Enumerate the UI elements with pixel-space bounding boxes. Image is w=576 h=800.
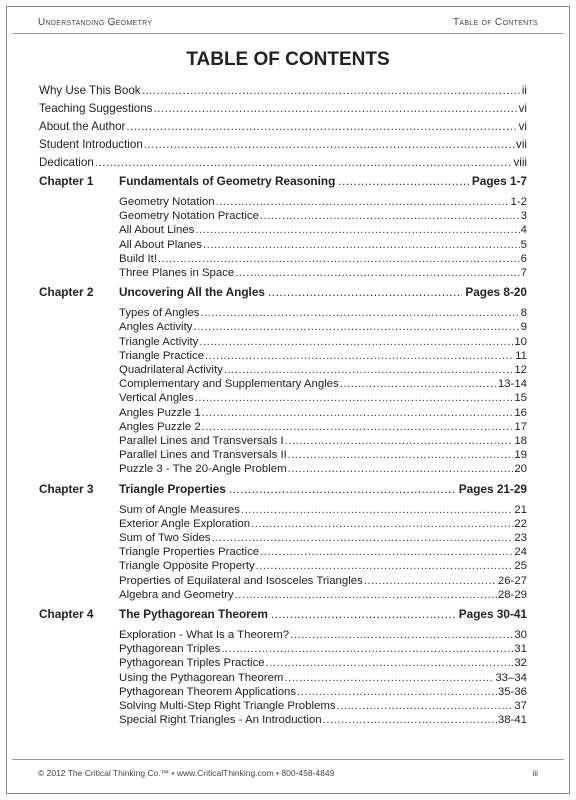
toc-entry-page: 5 (520, 238, 527, 251)
footer-copyright: © 2012 The Critical Thinking Co.™ • www.CriticalThinking.com • 800-458-4849 (38, 768, 335, 778)
toc-entry-page: 21 (514, 503, 527, 516)
toc-entry-page: 28-29 (497, 588, 527, 601)
toc-entry-title: Angles Activity (119, 321, 193, 334)
toc-entry-page: 31 (514, 643, 527, 656)
toc-entry-page: 13-14 (497, 378, 527, 391)
dot-leader (260, 545, 513, 559)
toc-entry (39, 82, 527, 100)
toc-entry-title: Using the Pythagorean Theorem (119, 671, 284, 684)
toc-entry-title: Build It! (119, 252, 157, 265)
chapter-pages: Pages 21-29 (458, 481, 527, 496)
toc-entry-page: 33–34 (495, 671, 527, 684)
dot-leader (323, 713, 497, 727)
toc-entry-title: Triangle Practice (119, 349, 205, 362)
dot-leader (256, 559, 514, 573)
chapter-number: Chapter 1 (39, 174, 94, 188)
chapter-number: Chapter 2 (39, 285, 94, 300)
page-title: TABLE OF CONTENTS (186, 49, 390, 70)
dot-leader (229, 480, 456, 498)
toc-entry-title: Types of Angles (119, 307, 200, 320)
toc-entry-title: Exterior Angle Exploration (119, 517, 251, 530)
toc-entry (119, 391, 527, 405)
toc-entry-title: Algebra and Geometry (119, 588, 234, 601)
dot-leader (144, 136, 515, 154)
chapter-title: The Pythagorean Theorem (119, 607, 268, 622)
chapter-heading (39, 605, 527, 623)
toc-entry-title: Puzzle 3 - The 20-Angle Problem (119, 463, 287, 476)
dot-leader (364, 574, 497, 588)
toc-entry (119, 448, 527, 462)
toc-entry (119, 420, 527, 434)
toc-entry-title: Pythagorean Theorem Applications (119, 685, 297, 698)
toc-entry-page: viii (513, 156, 527, 169)
toc-entry-title: Parallel Lines and Transversals I (119, 435, 284, 448)
toc-entry (119, 517, 527, 531)
toc-entry (119, 713, 527, 727)
dot-leader (337, 699, 514, 713)
toc-entry-title: Quadrilateral Activity (119, 364, 223, 377)
chapter-section-list (119, 628, 527, 727)
dot-leader (297, 685, 497, 699)
toc-entry (119, 406, 527, 420)
toc-entry (119, 503, 527, 517)
toc-entry (39, 136, 527, 154)
toc-entry (39, 154, 527, 172)
dot-leader (158, 252, 520, 266)
toc-entry-page: 15 (514, 392, 527, 405)
toc-entry-title: Teaching Suggestions (39, 102, 153, 115)
chapter-number: Chapter 4 (39, 607, 94, 622)
toc-entry-title: Properties of Equilateral and Isosceles Triangles (119, 574, 363, 587)
dot-leader (202, 406, 514, 420)
toc-entry-title: About the Author (39, 120, 126, 133)
dot-leader (284, 671, 494, 685)
dot-leader (202, 420, 514, 434)
toc-entry-page: 7 (520, 267, 527, 280)
footer-divider (12, 759, 564, 760)
toc-entry-page: 23 (514, 532, 527, 545)
toc-entry-title: Solving Multi-Step Right Triangle Problems (119, 700, 336, 713)
dot-leader (338, 172, 469, 190)
toc-entry-page: 16 (514, 406, 527, 419)
chapter-pages: Pages 8-20 (465, 285, 527, 300)
footer-page-number: iii (532, 768, 538, 778)
dot-leader (216, 195, 510, 209)
toc-entry (119, 628, 527, 642)
toc-entry-title: Student Introduction (39, 138, 143, 151)
toc-entry-page: 32 (514, 657, 527, 670)
chapter-pages: Pages 1-7 (471, 174, 527, 188)
toc-entry (119, 699, 527, 713)
toc-entry (119, 266, 527, 280)
dot-leader (288, 448, 514, 462)
toc-entry-title: Triangle Activity (119, 335, 199, 348)
toc-entry-title: Three Planes in Space (119, 267, 235, 280)
toc-entry (119, 671, 527, 685)
toc-entry-title: Parallel Lines and Transversals II (119, 449, 287, 462)
dot-leader (224, 363, 514, 377)
dot-leader (288, 462, 514, 476)
toc-entry-title: Geometry Notation (119, 196, 215, 208)
dot-leader (199, 335, 513, 349)
toc-entry-page: 17 (514, 420, 527, 433)
header-divider (12, 33, 564, 34)
toc-entry-page: 3 (520, 210, 527, 223)
dot-leader (195, 223, 519, 237)
dot-leader (260, 209, 520, 223)
dot-leader (205, 349, 514, 363)
toc-entry-page: 6 (520, 252, 527, 265)
toc-entry-title: All About Planes (119, 238, 202, 251)
toc-entry-title: All About Lines (119, 224, 195, 237)
toc-entry-page: ii (521, 84, 527, 97)
dot-leader (290, 628, 513, 642)
chapter-heading (39, 480, 527, 498)
dot-leader (251, 517, 513, 531)
toc-entry (119, 656, 527, 670)
dot-leader (142, 82, 521, 100)
toc-entry-title: Vertical Angles (119, 392, 194, 405)
toc-entry-page: 18 (514, 435, 527, 448)
chapter-title: Fundamentals of Geometry Reasoning (119, 174, 336, 188)
toc-entry (119, 642, 527, 656)
toc-entry (119, 559, 527, 573)
toc-entry (119, 209, 527, 223)
dot-leader (126, 118, 517, 136)
toc-entry (119, 574, 527, 588)
toc-entry-title: Triangle Properties Practice (119, 546, 260, 559)
chapter-number: Chapter 3 (39, 481, 94, 496)
toc-entry (119, 335, 527, 349)
running-header-section: Table of Contents (452, 17, 538, 28)
dot-leader (221, 642, 513, 656)
dot-leader (285, 434, 514, 448)
chapter-section-list (119, 306, 527, 476)
toc-entry-title: Why Use This Book (39, 84, 141, 97)
toc-entry (119, 531, 527, 545)
chapter-heading (39, 172, 527, 190)
toc-entry (119, 462, 527, 476)
toc-entry-page: 10 (514, 335, 527, 348)
dot-leader (271, 605, 456, 623)
dot-leader (195, 391, 514, 405)
toc-entry-page: 12 (514, 364, 527, 377)
toc-entry-page: 8 (520, 307, 527, 320)
toc-entry-page: vii (516, 138, 527, 151)
toc-entry (119, 195, 527, 209)
dot-leader (153, 100, 517, 118)
chapter-section-list (119, 195, 527, 280)
dot-leader (241, 503, 513, 517)
toc-entry-page: 19 (514, 449, 527, 462)
toc-entry (119, 363, 527, 377)
dot-leader (235, 266, 519, 280)
toc-entry-page: 22 (514, 517, 527, 530)
toc-entry-page: vi (518, 102, 527, 115)
toc-entry-title: Sum of Two Sides (119, 532, 211, 545)
toc-entry-title: Geometry Notation Practice (119, 210, 259, 223)
dot-leader (268, 283, 462, 301)
toc-entry-page: 37 (514, 700, 527, 713)
chapter-heading (39, 283, 527, 301)
toc-entry-page: 38-41 (497, 714, 527, 727)
chapter-title: Uncovering All the Angles (119, 285, 265, 300)
toc-entry (119, 306, 527, 320)
toc-entry-page: 26-27 (497, 574, 527, 587)
dot-leader (340, 377, 497, 391)
toc-entry (39, 100, 527, 118)
toc-entry (119, 434, 527, 448)
toc-entry-title: Angles Puzzle 1 (119, 406, 201, 419)
toc-entry-title: Triangle Opposite Property (119, 560, 255, 573)
dot-leader (203, 238, 520, 252)
toc-entry (119, 349, 527, 363)
toc-entry-title: Pythagorean Triples (119, 643, 221, 656)
toc-entry-page: 11 (515, 349, 527, 362)
table-of-contents (39, 82, 527, 731)
toc-entry (119, 252, 527, 266)
dot-leader (193, 320, 519, 334)
dot-leader (212, 531, 514, 545)
chapter-pages: Pages 30-41 (458, 607, 527, 622)
toc-entry-title: Special Right Triangles - An Introduction (119, 714, 322, 727)
toc-entry (119, 223, 527, 237)
chapter-section-list (119, 503, 527, 602)
toc-entry (119, 320, 527, 334)
toc-entry-page: 1-2 (510, 196, 527, 208)
toc-entry (119, 685, 527, 699)
chapter-title: Triangle Properties (119, 481, 226, 496)
toc-entry-page: 9 (520, 321, 527, 334)
toc-entry-title: Dedication (39, 156, 94, 169)
dot-leader (95, 154, 513, 172)
dot-leader (235, 588, 497, 602)
running-header-book-title: Understanding Geometry (38, 17, 153, 28)
toc-entry-page: 30 (514, 629, 527, 642)
dot-leader (266, 656, 514, 670)
toc-entry-page: 4 (520, 224, 527, 237)
toc-entry (119, 377, 527, 391)
toc-entry-title: Sum of Angle Measures (119, 503, 240, 516)
toc-entry-title: Exploration - What Is a Theorem? (119, 629, 290, 642)
toc-entry (119, 588, 527, 602)
dot-leader (200, 306, 519, 320)
toc-entry (119, 238, 527, 252)
toc-entry-page: 20 (514, 463, 527, 476)
toc-entry-title: Complementary and Supplementary Angles (119, 378, 339, 391)
toc-entry-page: 24 (514, 546, 527, 559)
toc-entry-page: 35-36 (497, 685, 527, 698)
toc-entry-page: vi (518, 120, 527, 133)
toc-entry-title: Pythagorean Triples Practice (119, 657, 265, 670)
toc-entry (119, 545, 527, 559)
toc-entry-title: Angles Puzzle 2 (119, 420, 201, 433)
toc-entry-page: 25 (514, 560, 527, 573)
toc-entry (39, 118, 527, 136)
